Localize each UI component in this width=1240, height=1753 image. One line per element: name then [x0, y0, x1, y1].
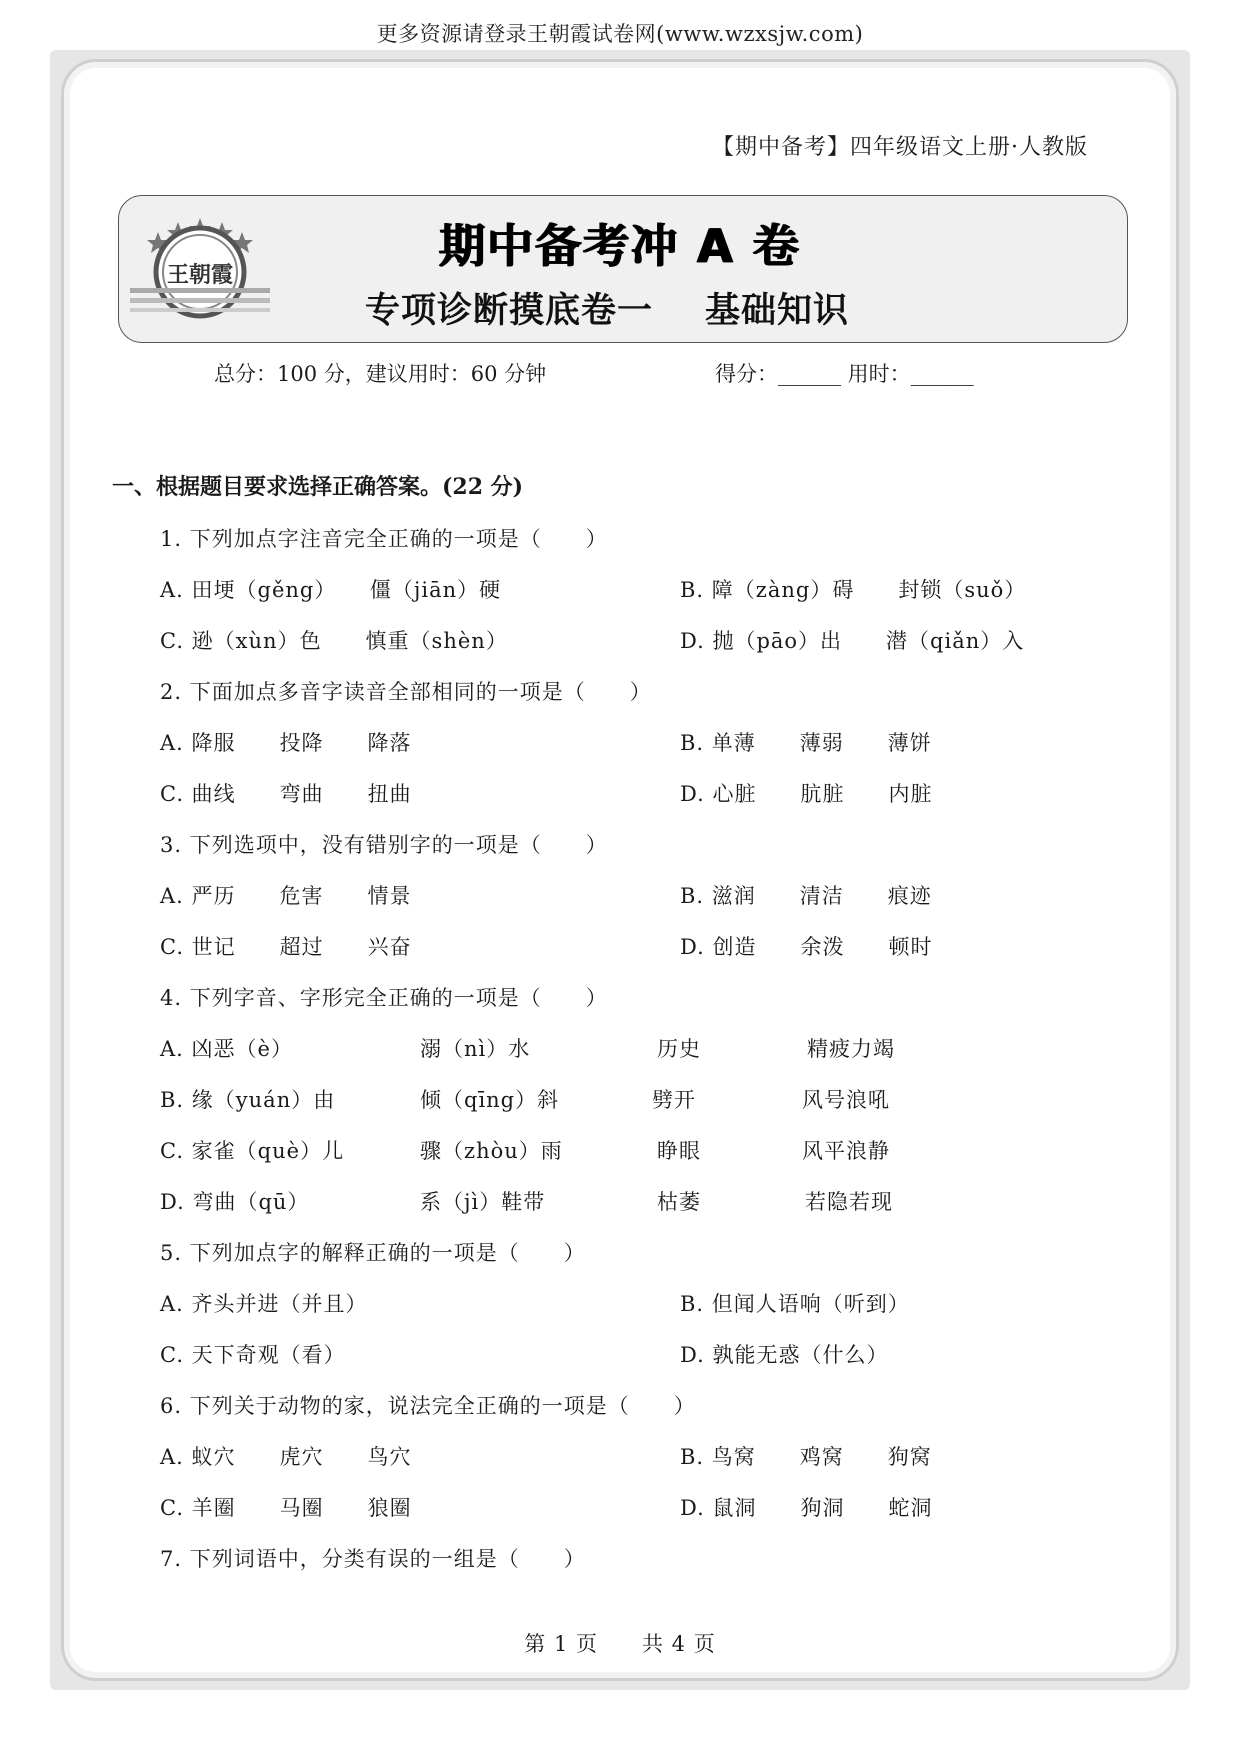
question-3: 3. 下列选项中，没有错别字的一项是（ ） [160, 833, 608, 857]
q6-option-d: D. 鼠洞 狗洞 蛇洞 [680, 1496, 933, 1520]
score-info: 总分：100 分，建议用时：60 分钟 [214, 362, 547, 386]
subtitle-main: 专项诊断摸底卷一 [365, 291, 654, 331]
logo-name: 王朝霞 [166, 262, 233, 288]
q1-option-b: B. 障（zàng）碍 封锁（suǒ） [680, 578, 1027, 602]
section-heading-1: 一、根据题目要求选择正确答案。(22 分) [112, 474, 524, 500]
question-1: 1. 下列加点字注音完全正确的一项是（ ） [160, 527, 608, 551]
q4-a-word-3: 历史 [657, 1037, 701, 1061]
site-notice: 更多资源请登录王朝霞试卷网(www.wzxsjw.com) [376, 22, 864, 46]
q4-c-word-4: 风平浪静 [802, 1139, 890, 1163]
q2-option-a: A. 降服 投降 降落 [160, 731, 412, 755]
subtitle [365, 283, 849, 333]
question-5: 5. 下列加点字的解释正确的一项是（ ） [160, 1241, 586, 1265]
q5-option-a: A. 齐头并进（并且） [160, 1292, 368, 1316]
question-4: 4. 下列字音、字形完全正确的一项是（ ） [160, 986, 608, 1010]
q6-option-b: B. 鸟窝 鸡窝 狗窝 [680, 1445, 932, 1469]
question-2: 2. 下面加点多音字读音全部相同的一项是（ ） [160, 680, 652, 704]
q5-option-c: C. 天下奇观（看） [160, 1343, 346, 1367]
q1-option-d: D. 抛（pāo）出 潜（qiǎn）入 [680, 629, 1025, 653]
subtitle-topic: 基础知识 [705, 291, 850, 331]
q6-option-c: C. 羊圈 马圈 狼圈 [160, 1496, 412, 1520]
q4-a-word-4: 精疲力竭 [807, 1037, 895, 1061]
q2-option-b: B. 单薄 薄弱 薄饼 [680, 731, 932, 755]
q1-option-c: C. 逊（xùn）色 慎重（shèn） [160, 629, 508, 653]
edition-label: 【期中备考】四年级语文上册·人教版 [712, 135, 1088, 160]
q2-option-d: D. 心脏 肮脏 内脏 [680, 782, 933, 806]
q6-option-a: A. 蚁穴 虎穴 鸟穴 [160, 1445, 412, 1469]
q3-option-a: A. 严历 危害 情景 [160, 884, 412, 908]
q4-c-word-3: 睁眼 [657, 1139, 701, 1163]
q5-option-d: D. 孰能无惑（什么） [680, 1343, 889, 1367]
q4-a-word-2: 溺（nì）水 [420, 1037, 531, 1061]
main-title: 期中备考冲 A 卷 [439, 219, 801, 273]
q3-option-c: C. 世记 超过 兴奋 [160, 935, 412, 959]
question-7: 7. 下列词语中，分类有误的一组是（ ） [160, 1547, 586, 1571]
q4-d-word-4: 若隐若现 [805, 1190, 893, 1214]
page-footer: 第 1 页 共 4 页 [524, 1632, 716, 1656]
q4-b-word-4: 风号浪吼 [802, 1088, 890, 1112]
question-6: 6. 下列关于动物的家，说法完全正确的一项是（ ） [160, 1394, 696, 1418]
q2-option-c: C. 曲线 弯曲 扭曲 [160, 782, 412, 806]
q4-d-word-3: 枯萎 [657, 1190, 701, 1214]
q4-c-word-2: 骤（zhòu）雨 [420, 1139, 563, 1163]
q4-d-word-1: D. 弯曲（qū） [160, 1190, 310, 1214]
q4-a-word-1: A. 凶恶（è） [160, 1037, 293, 1061]
score-fields: 得分：______ 用时：______ [715, 362, 974, 386]
q4-b-word-1: B. 缘（yuán）由 [160, 1088, 336, 1112]
q4-b-word-3: 劈开 [652, 1088, 696, 1112]
q3-option-d: D. 创造 余泼 顿时 [680, 935, 933, 959]
q5-option-b: B. 但闻人语响（听到） [680, 1292, 910, 1316]
q4-c-word-1: C. 家雀（què）儿 [160, 1139, 345, 1163]
q3-option-b: B. 滋润 清洁 痕迹 [680, 884, 932, 908]
q4-b-word-2: 倾（qīng）斜 [420, 1088, 560, 1112]
q1-option-a: A. 田埂（gěng） 僵（jiān）硬 [160, 578, 502, 602]
q4-d-word-2: 系（jì）鞋带 [420, 1190, 546, 1214]
